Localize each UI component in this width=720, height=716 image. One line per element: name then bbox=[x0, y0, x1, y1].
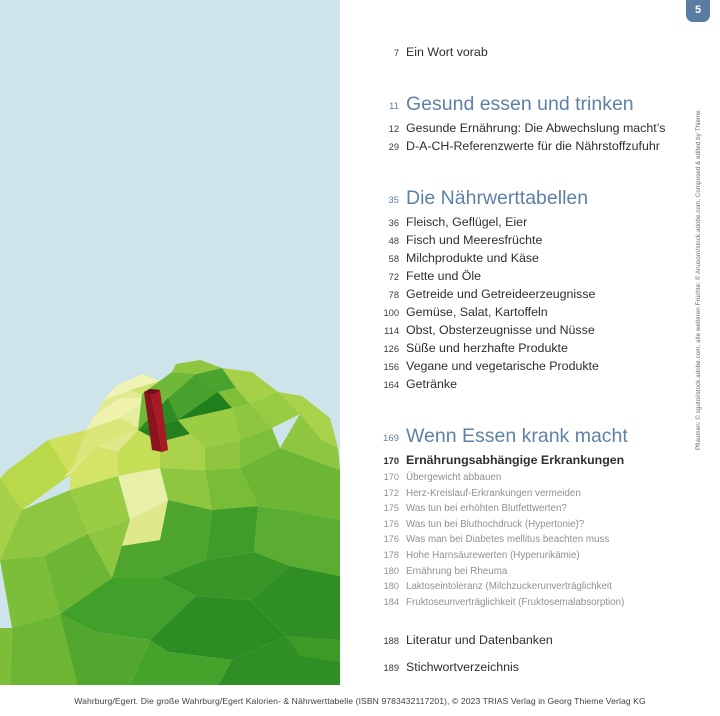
toc-entry-label: Hohe Harnsäurewerten (Hyperurikämie) bbox=[406, 549, 580, 561]
toc-page-number: 175 bbox=[383, 503, 399, 514]
toc-entry-label: Ein Wort vorab bbox=[406, 45, 488, 59]
toc-page-number: 36 bbox=[388, 218, 399, 228]
toc-spacer bbox=[375, 156, 705, 186]
toc-entry-label: Getränke bbox=[406, 377, 457, 391]
toc-subentry[interactable] bbox=[375, 517, 705, 533]
toc-page-number: 180 bbox=[383, 581, 399, 592]
page-number-badge: 5 bbox=[686, 0, 710, 22]
toc-page-number: 169 bbox=[382, 433, 399, 444]
toc-spacer bbox=[375, 62, 705, 92]
toc-entry[interactable] bbox=[375, 358, 705, 376]
toc-page-number: 48 bbox=[388, 236, 399, 246]
toc-page-number: 126 bbox=[383, 344, 399, 354]
toc-page-number: 100 bbox=[383, 308, 399, 318]
toc-page-number: 188 bbox=[383, 636, 399, 647]
toc-entry[interactable] bbox=[375, 322, 705, 340]
toc-section-heading[interactable] bbox=[375, 186, 705, 214]
toc-page-number: 170 bbox=[383, 472, 399, 482]
toc-subentry[interactable] bbox=[375, 501, 705, 517]
toc-entry[interactable] bbox=[375, 138, 705, 156]
toc-page-number: 178 bbox=[383, 549, 399, 560]
toc-entry[interactable] bbox=[375, 268, 705, 286]
toc-page-number: 58 bbox=[388, 254, 399, 264]
toc-section-heading[interactable] bbox=[375, 424, 705, 452]
toc-entry[interactable] bbox=[375, 340, 705, 358]
toc-entry[interactable] bbox=[375, 232, 705, 250]
toc-entry-label: Die Nährwerttabellen bbox=[406, 187, 589, 209]
toc-subentry[interactable] bbox=[375, 564, 705, 580]
toc-entry-label: Milchprodukte und Käse bbox=[406, 251, 539, 265]
toc-section-heading[interactable] bbox=[375, 92, 705, 120]
toc-entry-label: Fisch und Meeresfrüchte bbox=[406, 233, 543, 247]
toc-entry[interactable] bbox=[375, 376, 705, 394]
toc-page-number: 72 bbox=[388, 272, 399, 282]
toc-entry-label: Fleisch, Geflügel, Eier bbox=[406, 215, 528, 229]
toc-entry[interactable] bbox=[375, 250, 705, 268]
toc-subentry[interactable] bbox=[375, 579, 705, 595]
toc-entry-label: Vegane und vegetarische Produkte bbox=[406, 359, 599, 373]
toc-page-number: 164 bbox=[383, 380, 399, 390]
toc-entry-label: Stichwortverzeichnis bbox=[406, 660, 519, 675]
toc-page-number: 170 bbox=[383, 456, 399, 466]
toc-entry-label: Fette und Öle bbox=[406, 269, 482, 283]
toc-spacer bbox=[375, 610, 705, 632]
toc-entry-label: Übergewicht abbauen bbox=[406, 472, 502, 483]
toc-entry-label: Was tun bei erhöhten Blutfettwerten? bbox=[406, 503, 567, 515]
toc-page-number: 172 bbox=[383, 487, 399, 498]
toc-page-number: 156 bbox=[383, 362, 399, 372]
toc-entry-label: Ernährungsabhängige Erkrankungen bbox=[406, 453, 625, 467]
toc-entry-label: Ernährung bei Rheuma bbox=[406, 565, 508, 577]
photo-credit-text: Pflaumen: © sgutoi/stock.adobe.com, alle weiteren Früchte: © Anusorn/stock.adobe.com, Composed & edited by Thieme. bbox=[695, 108, 702, 450]
toc-entry[interactable] bbox=[375, 659, 705, 677]
toc-subentry[interactable] bbox=[375, 470, 705, 486]
toc-entry-label: Süße und herzhafte Produkte bbox=[406, 341, 568, 355]
toc-entry-label: Was man bei Diabetes mellitus beachten muss bbox=[406, 534, 610, 546]
toc-entry-label: Literatur und Datenbanken bbox=[406, 633, 553, 648]
toc-page-number: 11 bbox=[389, 101, 399, 112]
toc-entry-label: Gemüse, Salat, Kartoffeln bbox=[406, 305, 548, 319]
toc-page-number: 176 bbox=[383, 518, 399, 529]
toc-entry-label: Getreide und Getreideerzeugnisse bbox=[406, 287, 596, 301]
toc-page-number: 180 bbox=[383, 565, 399, 576]
toc-page-number: 12 bbox=[388, 124, 399, 134]
toc-entry[interactable] bbox=[375, 214, 705, 232]
toc-page-number: 29 bbox=[388, 142, 399, 152]
toc-entry-label: Gesunde Ernährung: Die Abwechslung macht’s bbox=[406, 121, 666, 135]
toc-entry[interactable] bbox=[375, 286, 705, 304]
toc-entry-label: Fruktoseunverträglichkeit (Fruktosemalabsorption) bbox=[406, 596, 625, 608]
toc-entry-label: Wenn Essen krank macht bbox=[406, 425, 628, 447]
toc-entry-label: Herz-Kreislauf-Erkrankungen vermeiden bbox=[406, 487, 581, 499]
toc-entry-label: Gesund essen und trinken bbox=[406, 93, 634, 115]
low-poly-apple-svg bbox=[0, 0, 340, 685]
toc-entry-label: Was tun bei Bluthochdruck (Hypertonie)? bbox=[406, 518, 585, 530]
toc-entry[interactable] bbox=[375, 120, 705, 138]
footer-copyright: Wahrburg/Egert. Die große Wahrburg/Egert Kalorien- & Nährwerttabelle (ISBN 9783432117201), © 2023 TRIAS Verlag in Georg Thieme Verlag KG bbox=[0, 685, 720, 716]
toc-entry-label: Laktoseintoleranz (Milchzuckerunverträglichkeit bbox=[406, 581, 612, 593]
table-of-contents bbox=[375, 44, 705, 677]
toc-spacer bbox=[375, 650, 705, 659]
toc-subentry[interactable] bbox=[375, 486, 705, 502]
toc-page-number: 78 bbox=[388, 290, 399, 300]
toc-subentry[interactable] bbox=[375, 548, 705, 564]
toc-page-number: 7 bbox=[393, 48, 399, 58]
apple-illustration bbox=[0, 0, 340, 685]
toc-page-number: 35 bbox=[388, 195, 399, 206]
toc-page-number: 189 bbox=[383, 663, 399, 674]
toc-entry-label: D-A-CH-Referenzwerte für die Nährstoffzufuhr bbox=[406, 139, 660, 153]
toc-page-number: 114 bbox=[384, 326, 399, 336]
toc-page-number: 176 bbox=[383, 534, 399, 545]
toc-entry[interactable] bbox=[375, 44, 705, 62]
toc-page-number: 184 bbox=[383, 596, 399, 607]
toc-entry-label: Obst, Obsterzeugnisse und Nüsse bbox=[406, 323, 595, 337]
toc-subentry[interactable] bbox=[375, 532, 705, 548]
toc-entry[interactable] bbox=[375, 304, 705, 322]
toc-entry-bold[interactable] bbox=[375, 452, 705, 470]
toc-subentry[interactable] bbox=[375, 595, 705, 611]
toc-spacer bbox=[375, 394, 705, 424]
toc-entry[interactable] bbox=[375, 632, 705, 650]
